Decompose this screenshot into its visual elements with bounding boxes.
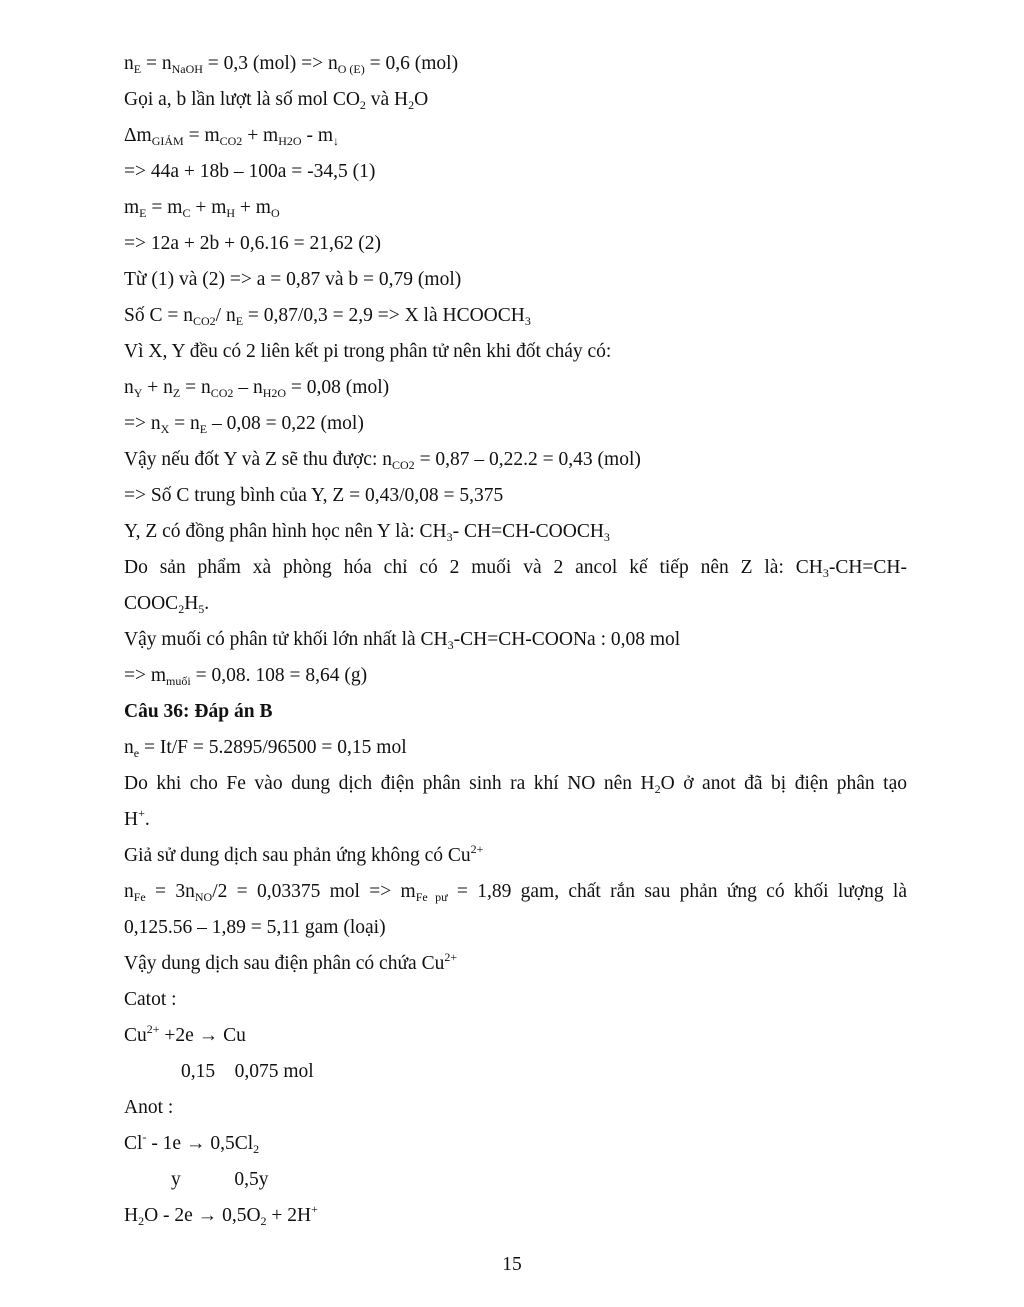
text-line: Từ (1) và (2) => a = 0,87 và b = 0,79 (mol): [124, 269, 462, 290]
text-line: Vậy nếu đốt Y và Z sẽ thu được: $n_{CO2} = 0,87 - 0,22.2 = 0,43$ (mol): [124, 449, 641, 472]
text-line: => $m_{muối} = 0,08$. 108 = 8,64 (g): [124, 665, 368, 688]
text-line: $Cl^- - 1e \to 0,5Cl_2$: [124, 1130, 260, 1156]
text-line: 0,15 0,075 mol: [181, 1061, 314, 1082]
text-line: H+.: [124, 806, 150, 830]
text-line: Do sản phẩm xà phòng hóa chỉ có 2 muối và 2 ancol kế tiếp nên Z là: $CH_3-CH=CH-$: [124, 557, 907, 580]
text-line: $\Delta m_{GIẢM} = m_{CO2} + m_{H2O} - m_↓$: [124, 125, 339, 148]
text-line: Số $C = n_{CO2}/$ $n_E = 0,87/0,3 = 2,9 => X$ là $HCOOCH_3$: [124, 305, 531, 328]
text-line: Do khi cho Fe vào dung dịch điện phân sinh ra khí NO nên $H_2O$ ở anot đã bị điện phân tạo: [124, 773, 908, 796]
text-line: => 44a + 18b – 100a = -34,5 (1): [124, 161, 376, 182]
text-line: $Cu^{2+} +2e \to Cu$: [124, 1022, 246, 1046]
text-line: y 0,5y: [171, 1169, 269, 1190]
text-line: Vì X, Y đều có 2 liên kết pi trong phân tử nên khi đốt cháy có:: [124, 341, 612, 362]
text-line: $m_E = m_C + m_H + m_O$: [124, 197, 280, 220]
page-number: 15: [502, 1254, 522, 1275]
text-line: Vậy muối có phân tử khối lớn nhất là $CH_3-CH=CH$-COONa : 0,08 mol: [124, 629, 681, 652]
text-line: => 12a + 2b + 0,6.16 = 21,62 (2): [124, 233, 382, 254]
text-line: $n_e = It/F = 5.2895/96500 = 0,15$ mol: [124, 737, 407, 760]
text-line: => $n_X = n_E - 0,08 = 0,22$ (mol): [124, 413, 364, 436]
text-line: Y, Z có đồng phân hình học nên Y là: $CH_3-$ $CH=CH-COOCH_3$: [124, 521, 610, 544]
text-line: $n_E = n_{NaOH} = 0,3$ $(mol) => n_{O (E)} = 0,6$ (mol): [124, 53, 459, 76]
text-line: $n_Y + n_Z = n_{CO2} - n_{H2O} = 0,08$ (mol): [124, 377, 390, 400]
text-line: $H_2O - 2e \to 0,5O_2 + 2H^+$: [124, 1202, 318, 1228]
text-line: Gọi a, b lần lượt là số mol $CO_2$ và $H_2O$: [124, 89, 429, 112]
question-heading: Câu 36: Đáp án B: [124, 701, 273, 722]
text-line: => Số C trung bình của Y, Z = 0,43/0,08 = 5,375: [124, 485, 504, 506]
text-line: Vậy dung dịch sau điện phân có chứa $Cu^{2+}$: [124, 950, 458, 974]
text-line: Catot :: [124, 989, 177, 1010]
text-line: $n_{Fe} = 3n_{NO}/2 = 0,03375$ mol => $m_{Fe pư} = 1,89$ gam, chất rắn sau phản ứng có khối lượng là: [124, 881, 907, 904]
text-line: Anot :: [124, 1097, 174, 1118]
text-line: Giả sử dung dịch sau phản ứng không có $Cu^{2+}$: [124, 842, 484, 866]
text-line: $COOC_2H_5$.: [124, 593, 210, 616]
text-line: 0,125.56 – 1,89 = 5,11 gam (loại): [124, 917, 386, 938]
